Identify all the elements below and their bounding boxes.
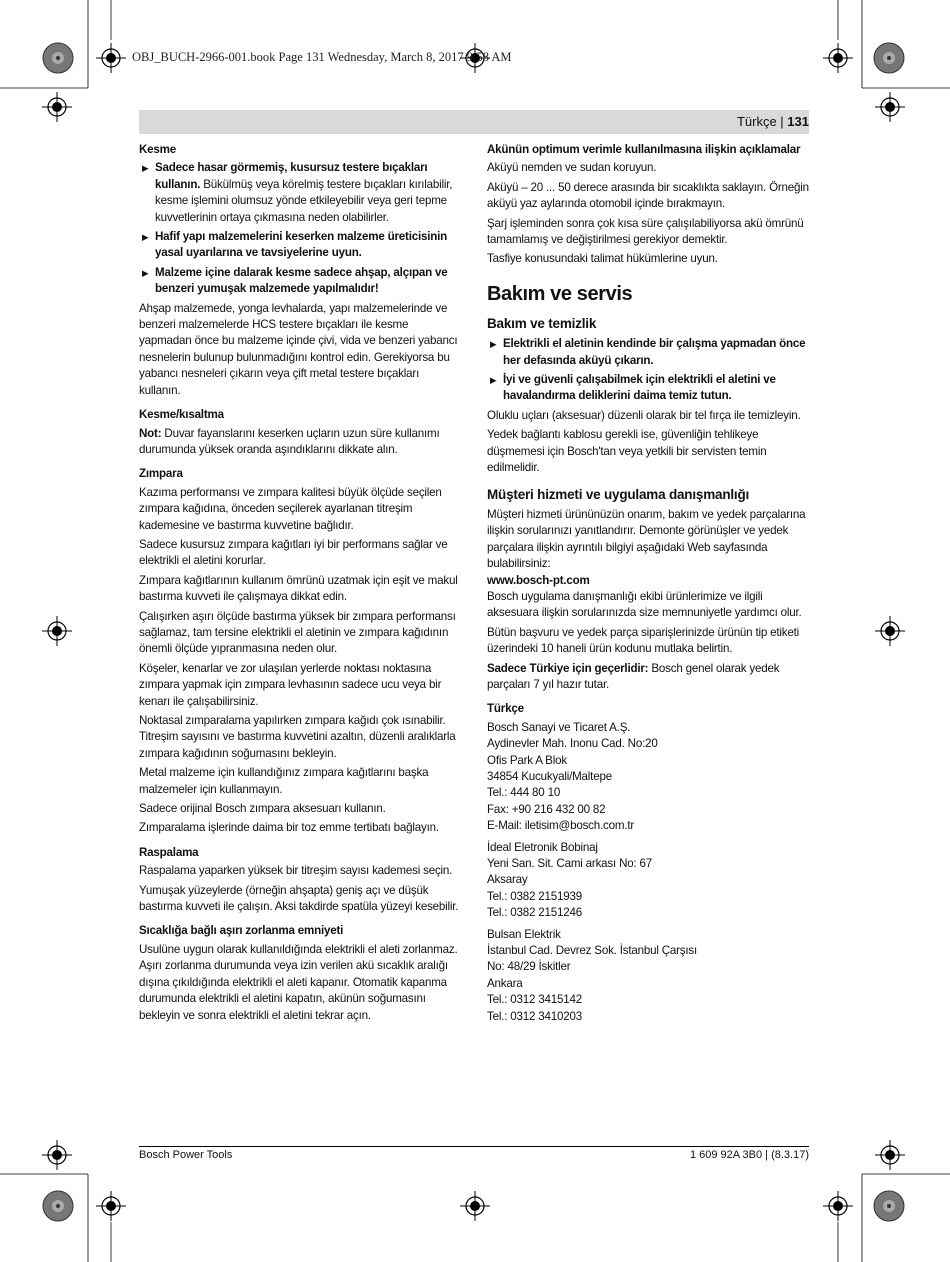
- address-line: Bulsan Elektrik: [487, 927, 561, 941]
- paragraph: Müşteri hizmeti ürününüzün onarım, bakım ve yedek parçalarına ilişkin sorularınızı yanıtlandırır. Demonte görünüşler ve yedek parçalara ilişkin ayrıntılı bilgiyi aşağıdaki Web sayfasında bulabilirsiniz:: [487, 507, 806, 571]
- address-line: İstanbul Cad. Devrez Sok. İstanbul Çarşısı: [487, 944, 698, 958]
- footer-doc-number: 1 609 92A 3B0 | (8.3.17): [689, 1149, 809, 1161]
- address-line: 34854 Kucukyali/Maltepe: [487, 770, 612, 783]
- paragraph: Raspalama yaparken yüksek bir titreşim sayısı kademesi seçin.: [139, 864, 453, 878]
- address-line: Ofis Park A Blok: [487, 753, 567, 767]
- bullet-bold-text: Malzeme içine dalarak kesme sadece ahşap, alçıpan ve benzeri yumuşak malzemede yapılmalıdır!: [155, 265, 448, 296]
- section-title-kesme: Kesme: [139, 143, 177, 156]
- website-url[interactable]: www.bosch-pt.com: [487, 573, 590, 587]
- paragraph: Bosch uygulama danışmanlığı ekibi ürünlerimize ve ilgili aksesuara ilişkin sorularınızda size memnuniyetle yardımcı olur.: [487, 589, 802, 620]
- footer-rule: [139, 1146, 809, 1147]
- address-block: [487, 927, 809, 1025]
- bold-lead: Sadece Türkiye için geçerlidir:: [487, 661, 649, 675]
- section-title-kisaltma: Kesme/kısaltma: [139, 408, 224, 422]
- section-title-sicaklik: Sıcaklığa bağlı aşırı zorlanma emniyeti: [139, 924, 344, 938]
- list-item: [487, 372, 809, 405]
- section-title-raspalama: Raspalama: [139, 845, 199, 859]
- address-block: [487, 720, 809, 835]
- section-heading-musteri: Müşteri hizmeti ve uygulama danışmanlığı: [487, 486, 750, 502]
- section-heading-bakim-temizlik: Bakım ve temizlik: [487, 315, 597, 331]
- address-line: Tel.: 444 80 10: [487, 786, 561, 800]
- paragraph: Kazıma performansı ve zımpara kalitesi büyük ölçüde seçilen zımpara kağıdına, önceden seçilerek ayarlanan titreşim kademesine ve bastırma kuvvetine bağlıdır.: [139, 485, 442, 532]
- right-column: [487, 142, 809, 1030]
- address-line: No: 48/29 İskitler: [487, 960, 571, 974]
- address-line: Tel.: 0382 2151939: [487, 889, 583, 903]
- section-title-zimpara: Zımpara: [139, 467, 183, 481]
- paragraph: [139, 426, 461, 459]
- list-item: [139, 229, 461, 262]
- header-language: Türkçe: [736, 114, 777, 129]
- running-header: [737, 114, 809, 129]
- bullet-text: Bükülmüş veya körelmiş testere bıçakları kırılabilir, kesme işlemini olumsuz yönde etkileyebilir veya geri tepme kuvvetlerinin ortaya çıkmasına neden olabilirler.: [155, 177, 453, 224]
- paragraph-text: Bosch genel olarak yedek parçaları 7 yıl hazır tutar.: [487, 661, 780, 691]
- address-line: Bosch Sanayi ve Ticaret A.Ş.: [487, 720, 631, 734]
- left-column: [139, 142, 461, 1027]
- bullet-bold-text: Sadece hasar görmemiş, kusursuz testere bıçakları kullanın.: [155, 161, 428, 191]
- paragraph: Yumuşak yüzeylerde (örneğin ahşapta) geniş açı ve düşük bastırma kuvveti ile çalışın. Aksi takdirde spatüla yüzeyi kesebilir.: [139, 883, 459, 914]
- address-line: İdeal Eletronik Bobinaj: [487, 840, 598, 854]
- bullet-bold-text: Hafif yapı malzemelerini keserken malzeme üreticisinin yasal uyarılarına ve tavsiyelerine uyun.: [155, 230, 448, 260]
- website-link[interactable]: [487, 573, 809, 589]
- section-title-aku: Akünün optimum verimle kullanılmasına ilişkin açıklamalar: [487, 143, 801, 156]
- paragraph: [487, 661, 809, 694]
- address-line: Aydinevler Mah. Inonu Cad. No:20: [487, 737, 658, 751]
- header-separator: |: [776, 114, 788, 129]
- chapter-heading-bakim-servis: Bakım ve servis: [487, 282, 633, 305]
- bullet-bold-text: İyi ve güvenli çalışabilmek için elektrikli el aletini ve havalandırma deliklerini daima temiz tutun.: [503, 373, 776, 403]
- paragraph: Bütün başvuru ve yedek parça siparişlerinizde ürünün tip etiketi üzerindeki 10 haneli ürün kodunu mutlaka belirtin.: [487, 625, 800, 656]
- paragraph: Sadece kusursuz zımpara kağıtları iyi bir performans sağlar ve elektrikli el aletini korurlar.: [139, 537, 448, 568]
- paragraph: Metal malzeme için kullandığınız zımpara kağıtlarını başka malzemeler için kullanmayın.: [139, 766, 429, 796]
- paragraph: Zımpara kağıtlarının kullanım ömrünü uzatmak için eşit ve makul bastırma kuvveti ile çalışmaya dikkat edin.: [139, 573, 458, 604]
- paragraph: Usulüne uygun olarak kullanıldığında elektrikli el aleti zorlanmaz. Aşırı zorlanma durumunda veya izin verilen akü sıcaklık aralığı dışına çıkıldığında elektrikli el aleti kapanır. Otomatik kapanma durumunda elektrikli el aletini kapatın, akünün soğumasını bekleyin ve sonra elektrikli el aletini tekrar açın.: [139, 942, 458, 1022]
- address-line: Tel.: 0382 2151246: [487, 906, 583, 920]
- bullet-bold-text: Elektrikli el aletinin kendinde bir çalışma yapmadan önce her defasında aküyü çıkarın.: [503, 337, 806, 367]
- section-title-turkce: Türkçe: [487, 702, 524, 716]
- list-item: [487, 336, 809, 369]
- footer-brand: Bosch Power Tools: [139, 1149, 233, 1161]
- paragraph: Çalışırken aşırı ölçüde bastırma yüksek bir zımpara performansı sağlamaz, tam tersine elektrikli el aletinin ve zımpara kağıdının önemli ölçüde yıpranmasına neden olur.: [139, 609, 456, 656]
- address-line: Tel.: 0312 3415142: [487, 993, 583, 1007]
- address-block: [487, 840, 809, 922]
- paragraph: Aküyü – 20 ... 50 derece arasında bir sıcaklıkta saklayın. Örneğin aküyü yaz aylarında otomobil içinde bırakmayın.: [487, 180, 809, 211]
- paragraph: Yedek bağlantı kablosu gerekli ise, güvenliğin tehlikeye düşmemesi için Bosch'tan veya yetkili bir servisten temin edilmelidir.: [487, 428, 767, 475]
- list-item: [139, 265, 461, 298]
- address-line: Tel.: 0312 3410203: [487, 1009, 583, 1023]
- paragraph: Oluklu uçları (aksesuar) düzenli olarak bir tel fırça ile temizleyin.: [487, 408, 801, 422]
- header-bar: [139, 110, 809, 134]
- paragraph: Tasfiye konusundaki talimat hükümlerine uyun.: [487, 252, 718, 266]
- paragraph: Sadece orijinal Bosch zımpara aksesuarı kullanın.: [139, 802, 386, 816]
- print-slug: OBJ_BUCH-2966-001.book Page 131 Wednesday, March 8, 2017 9:58 AM: [132, 50, 512, 64]
- note-label: Not:: [139, 426, 162, 440]
- paragraph: Zımparalama işlerinde daima bir toz emme tertibatı bağlayın.: [139, 821, 439, 835]
- address-line: E-Mail: iletisim@bosch.com.tr: [487, 819, 635, 833]
- paragraph: Ahşap malzemede, yonga levhalarda, yapı malzemelerinde ve benzeri malzemelerde HCS testere bıçakları ile kesme yapmadan önce bu malzeme içinde çivi, vida ve benzeri yabancı nesnelerin bulunup bulunmadığını kontrol edin. Gerekiyorsa bu yabancı nesneleri çıkarın veya çift metal testere bıçakları kullanın.: [139, 301, 458, 397]
- paragraph: Şarj işleminden sonra çok kısa süre çalışılabiliyorsa akü ömrünü tamamlamış ve değiştirilmesi gerekiyor demektir.: [487, 216, 804, 247]
- note-text: Duvar fayanslarını keserken uçların uzun süre kullanımı durumunda yüksek oranda aşındıklarını dikkate alın.: [139, 426, 440, 456]
- address-line: Yeni San. Sit. Cami arkası No: 67: [487, 857, 653, 871]
- paragraph: Köşeler, kenarlar ve zor ulaşılan yerlerde noktası noktasına zımpara yapmak için zımpara levhasının sadece ucu veya bir kenarı ile çalışabilirsiniz.: [139, 661, 442, 708]
- paragraph: Aküyü nemden ve sudan koruyun.: [487, 161, 657, 175]
- address-line: Ankara: [487, 976, 523, 990]
- page-number: 131: [787, 114, 809, 129]
- paragraph: Noktasal zımparalama yapılırken zımpara kağıdı çok ısınabilir. Titreşim sayısını ve bastırma kuvvetini azaltın, düzenli aralıklarla zımpara kağıdının soğumasını bekleyin.: [139, 714, 456, 760]
- list-item: [139, 160, 461, 226]
- address-line: Aksaray: [487, 873, 528, 887]
- address-line: Fax: +90 216 432 00 82: [487, 802, 606, 816]
